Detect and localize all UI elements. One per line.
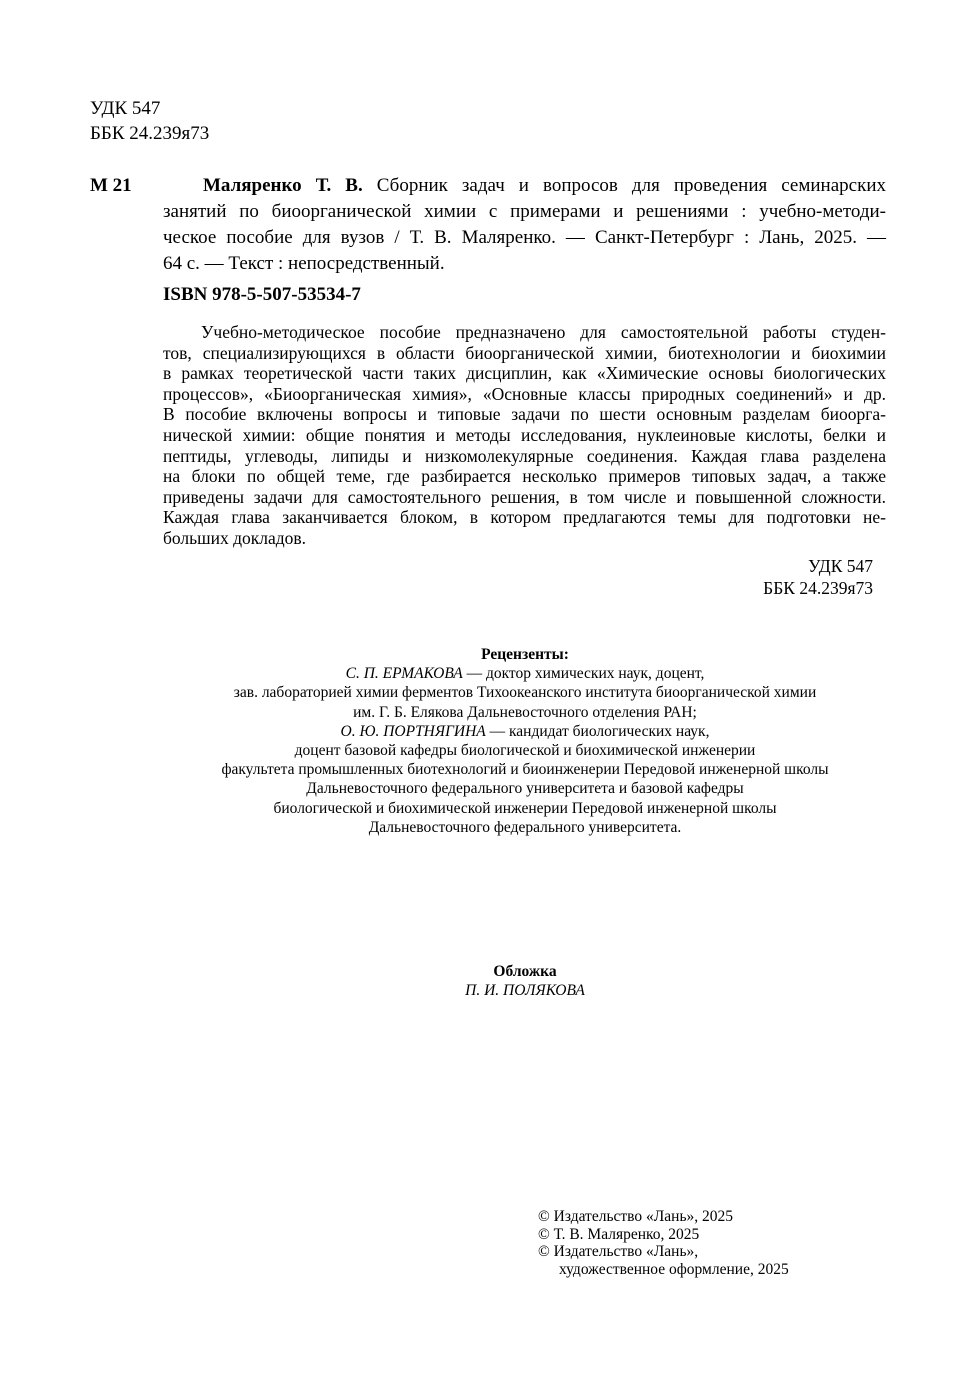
classification-codes-bottom (763, 555, 873, 599)
reviewer-1 (90, 664, 960, 683)
reviewer-2-title: — кандидат биологических наук, (485, 722, 710, 740)
reviewer-2-line: биологической и биохимической инженерии Передовой инженерной школы (273, 799, 777, 817)
copyright-line: © Издательство «Лань», 2025 (538, 1208, 734, 1225)
bibliographic-record (163, 173, 886, 277)
author-mark: М 21 (90, 175, 132, 196)
bbk-code: ББК 24.239я73 (90, 123, 210, 144)
biblio-line-2: занятий по биоорганической химии с примерами и решениями : учебно-методи- (163, 201, 886, 222)
abstract-line: нической химии: общие понятия и методы исследования, нуклеиновые кислоты, белки и (163, 424, 886, 445)
abstract-line: на блоки по общей теме, где разбирается несколько примеров типовых задач, а также (163, 466, 886, 487)
biblio-line-1-text: Сборник задач и вопросов для проведения семинарских (376, 175, 886, 196)
biblio-line-4: 64 с. — Текст : непосредственный. (163, 253, 445, 274)
udk-code: УДК 547 (808, 556, 873, 576)
copyright-line: © Т. В. Маляренко, 2025 (538, 1225, 700, 1243)
abstract-line: процессов», «Биоорганическая химия», «Основные классы природных соединений» и др. (163, 383, 886, 404)
abstract (163, 322, 886, 549)
biblio-author: Маляренко Т. В. (203, 175, 363, 196)
biblio-line-3: ческое пособие для вузов / Т. В. Маляренко. — Санкт-Петербург : Лань, 2025. — (163, 227, 886, 248)
abstract-line: приведены задачи для самостоятельного решения, в том числе и повышенной сложности. (163, 486, 886, 507)
reviewers-block (90, 645, 960, 837)
copyright-block (538, 1208, 789, 1278)
reviewer-2-line: доцент базовой кафедры биологической и биохимической инженерии (294, 742, 756, 760)
reviewer-2-line: факультета промышленных биотехнологий и биоинженерии Передовой инженерной школы (221, 761, 829, 779)
reviewer-1-line: зав. лабораторией химии ферментов Тихоокеанского института биоорганической химии (233, 684, 817, 702)
bbk-code: ББК 24.239я73 (763, 578, 873, 598)
abstract-line: больших докладов. (163, 527, 307, 548)
reviewer-2-name: О. Ю. ПОРТНЯГИНА (340, 722, 486, 740)
reviewer-2-line: Дальневосточного федерального университета и базовой кафедры (306, 780, 744, 798)
cover-heading: Обложка (493, 963, 557, 980)
biblio-line-1 (163, 173, 886, 199)
udk-code: УДК 547 (90, 98, 161, 119)
copyright-line: © Издательство «Лань», (538, 1243, 699, 1260)
copyright-line: художественное оформление, 2025 (559, 1260, 789, 1278)
cover-designer: П. И. ПОЛЯКОВА (465, 982, 585, 1000)
reviewer-1-title: — доктор химических наук, доцент, (462, 665, 705, 683)
reviewer-2-line: Дальневосточного федерального университета. (368, 818, 682, 836)
cover-credit (90, 962, 960, 1000)
reviewer-1-name: С. П. ЕРМАКОВА (345, 665, 463, 683)
abstract-line: В пособие включены вопросы и типовые задачи по шести основным разделам биоорга- (163, 404, 886, 425)
reviewer-1-line: им. Г. Б. Елякова Дальневосточного отделения РАН; (353, 703, 697, 721)
abstract-line: в рамках теоретической части таких дисциплин, как «Химические основы биологических (163, 363, 886, 384)
abstract-line: пептиды, углеводы, липиды и низкомолекулярные соединения. Каждая глава разделена (163, 445, 886, 466)
classification-codes-top (90, 96, 209, 146)
isbn: ISBN 978-5-507-53534-7 (163, 284, 361, 305)
abstract-line: тов, специализирующихся в области биоорганической химии, биотехнологии и биохимии (163, 342, 886, 363)
abstract-line: Каждая глава заканчивается блоком, в котором предлагаются темы для подготовки не- (163, 507, 886, 528)
reviewers-heading: Рецензенты: (481, 646, 569, 663)
abstract-line: Учебно-методическое пособие предназначено для самостоятельной работы студен- (201, 322, 886, 342)
reviewer-2 (90, 722, 960, 741)
